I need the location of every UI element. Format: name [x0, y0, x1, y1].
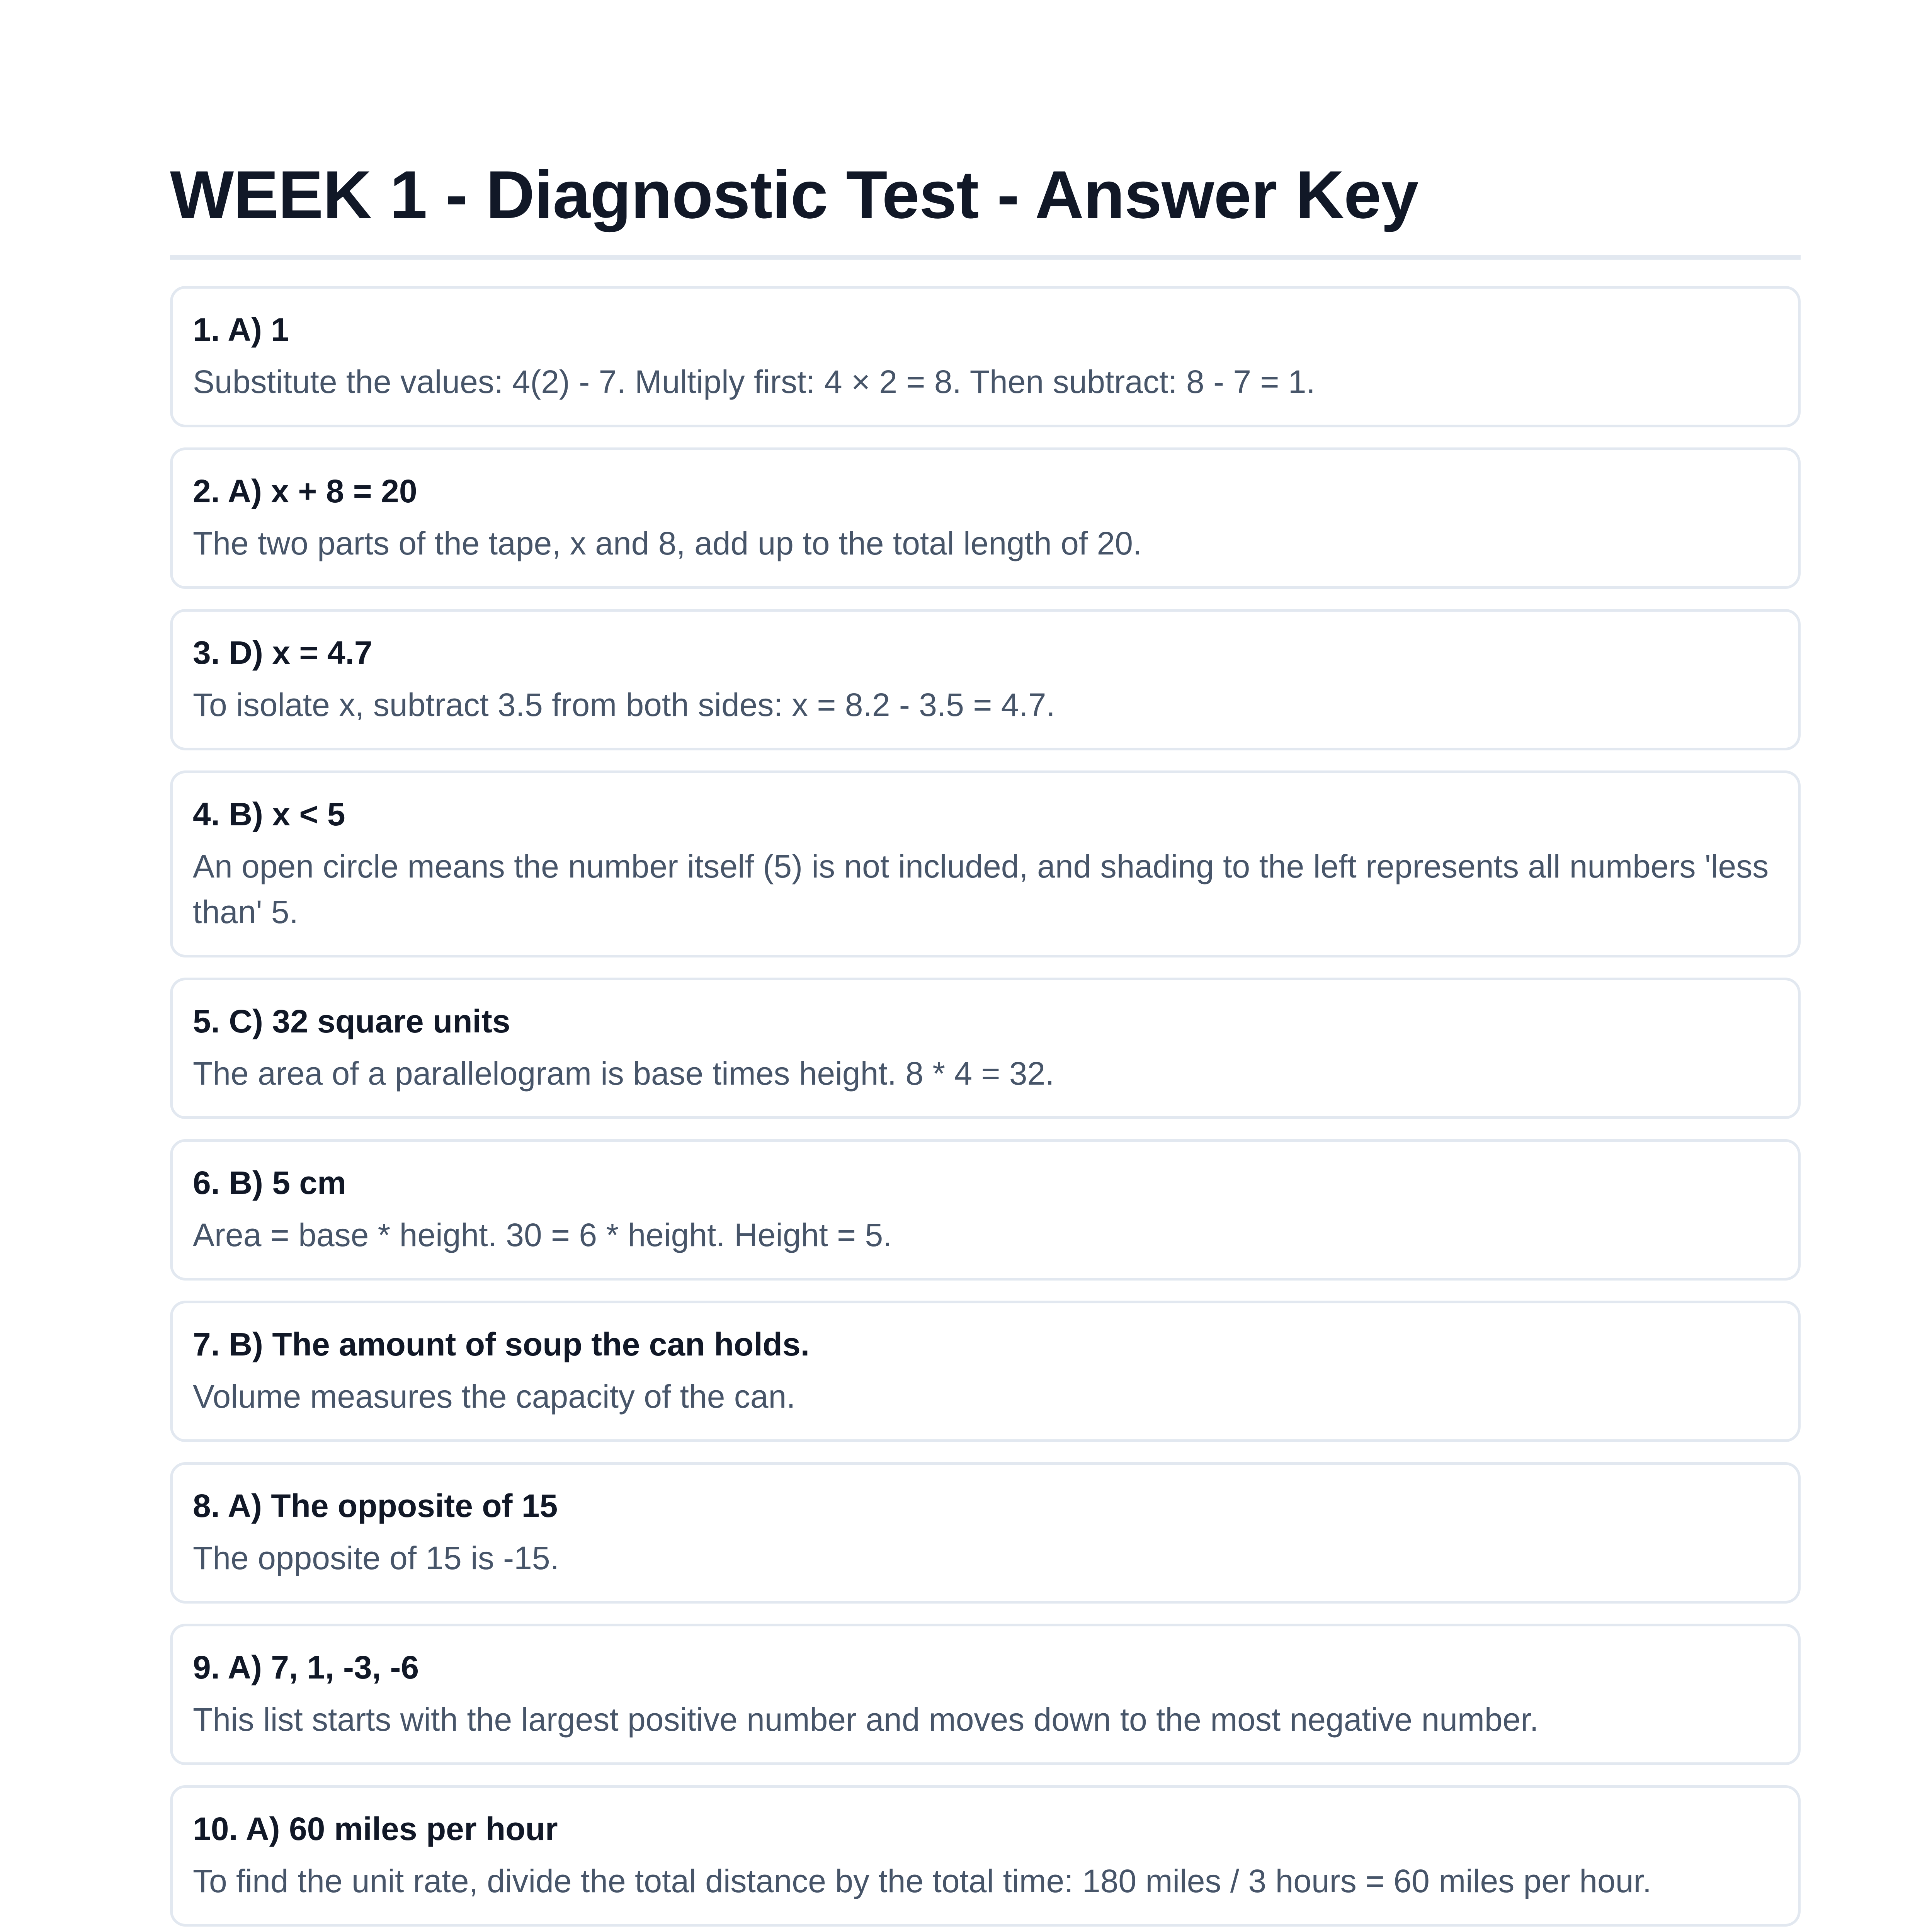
- page-title: WEEK 1 - Diagnostic Test - Answer Key: [170, 157, 1418, 233]
- answer-card-8: [170, 1462, 1801, 1604]
- answer-explanation: To find the unit rate, divide the total distance by the total time: 180 miles / 3 hours = 60 miles per hour.: [193, 1863, 1652, 1899]
- answer-label: 4. B) x < 5: [193, 796, 345, 832]
- answer-label: 6. B) 5 cm: [193, 1165, 346, 1201]
- title-divider: [170, 255, 1801, 260]
- answer-card-7: [170, 1301, 1801, 1442]
- answer-card-4: [170, 770, 1801, 957]
- answer-card-9: [170, 1624, 1801, 1765]
- answer-explanation: Volume measures the capacity of the can.: [193, 1378, 796, 1415]
- answer-label: 5. C) 32 square units: [193, 1003, 510, 1039]
- answer-label: 10. A) 60 miles per hour: [193, 1811, 558, 1847]
- answer-list: [170, 286, 1801, 1932]
- answer-card-10: [170, 1785, 1801, 1927]
- answer-label: 2. A) x + 8 = 20: [193, 473, 417, 509]
- answer-explanation: An open circle means the number itself (5) is not included, and shading to the left represents all numbers 'less than' 5.: [193, 848, 1769, 930]
- answer-card-3: [170, 609, 1801, 750]
- answer-card-1: [170, 286, 1801, 427]
- answer-explanation: This list starts with the largest positive number and moves down to the most negative number.: [193, 1701, 1539, 1738]
- answer-explanation: The area of a parallelogram is base times height. 8 * 4 = 32.: [193, 1055, 1054, 1092]
- answer-card-6: [170, 1139, 1801, 1281]
- answer-label: 1. A) 1: [193, 311, 289, 348]
- answer-label: 9. A) 7, 1, -3, -6: [193, 1649, 419, 1685]
- answer-explanation: Substitute the values: 4(2) - 7. Multiply first: 4 × 2 = 8. Then subtract: 8 - 7 = 1.: [193, 364, 1315, 400]
- answer-explanation: Area = base * height. 30 = 6 * height. Height = 5.: [193, 1217, 892, 1253]
- answer-card-5: [170, 978, 1801, 1119]
- answer-label: 7. B) The amount of soup the can holds.: [193, 1326, 810, 1362]
- answer-label: 8. A) The opposite of 15: [193, 1488, 558, 1524]
- answer-label: 3. D) x = 4.7: [193, 634, 372, 671]
- answer-explanation: To isolate x, subtract 3.5 from both sides: x = 8.2 - 3.5 = 4.7.: [193, 687, 1055, 723]
- answer-explanation: The opposite of 15 is -15.: [193, 1540, 559, 1576]
- answer-card-2: [170, 447, 1801, 589]
- answer-explanation: The two parts of the tape, x and 8, add up to the total length of 20.: [193, 525, 1142, 561]
